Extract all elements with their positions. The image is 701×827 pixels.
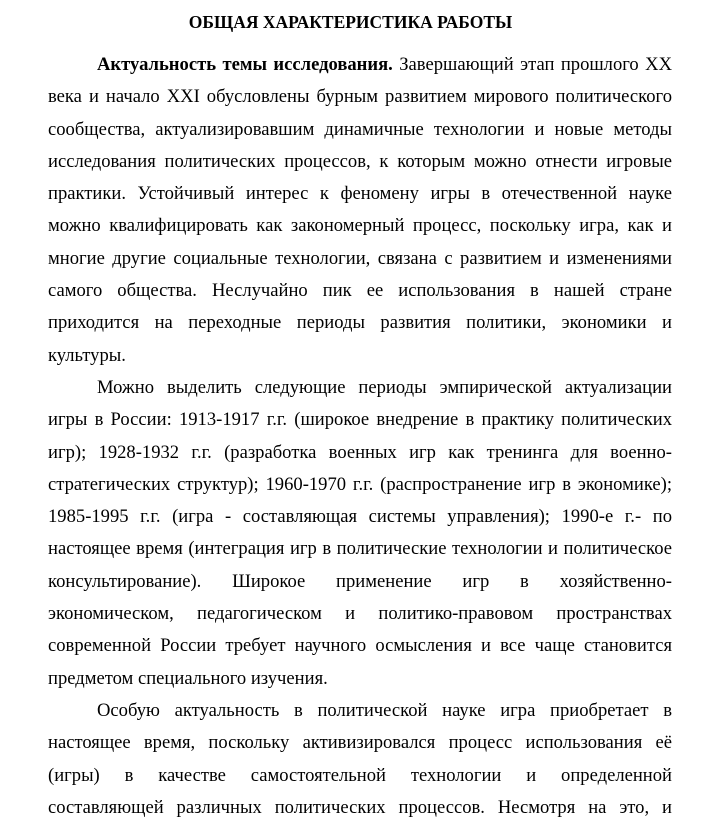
line-text: многие другие социальные технологии, связана с развитием и изменениями (48, 247, 672, 269)
text-line (48, 598, 672, 630)
text-line (48, 210, 672, 242)
text-line (48, 275, 672, 307)
text-line (48, 146, 672, 178)
paragraph (48, 49, 672, 372)
line-text: Можно выделить следующие периоды эмпирической актуализации (97, 376, 672, 398)
line-text: практики. Устойчивый интерес к феномену игры в отечественной науке (48, 183, 672, 205)
line-text: стратегических структур); 1960-1970 г.г. (распространение игр в экономике); (48, 473, 672, 495)
line-text: можно квалифицировать как закономерный процесс, поскольку игра, как и (48, 215, 672, 237)
text-line (48, 114, 672, 146)
line-text: культуры. (48, 344, 126, 366)
text-line (48, 533, 672, 565)
text-line (48, 178, 672, 210)
line-text: самого общества. Неслучайно пик ее использования в нашей стране (48, 280, 672, 302)
text-line (48, 340, 672, 372)
text-line (48, 243, 672, 275)
text-line (48, 469, 672, 501)
line-text: настоящее время (интеграция игр в политические технологии и политическое (48, 538, 672, 560)
line-text: игр); 1928-1932 г.г. (разработка военных игр как тренинга для военно- (48, 441, 672, 463)
text-line (48, 566, 672, 598)
line-text: 1985-1995 г.г. (игра - составляющая системы управления); 1990-е г.- по (48, 506, 672, 528)
text-line (48, 792, 672, 824)
line-text: (игры) в качестве самостоятельной технологии и определенной (48, 764, 672, 786)
line-text: консультирование). Широкое применение игр в хозяйственно- (48, 570, 672, 592)
line-text: составляющей различных политических процессов. Несмотря на это, и (48, 796, 672, 818)
text-line (48, 404, 672, 436)
line-text: современной России требует научного осмысления и все чаще становится (48, 635, 672, 657)
text-line (48, 307, 672, 339)
text-line (48, 372, 672, 404)
text-line (48, 630, 672, 662)
text-line (48, 663, 672, 695)
line-text: сообщества, актуализировавшим динамичные технологии и новые методы (48, 118, 672, 140)
line-text: исследования политических процессов, к которым можно отнести игровые (48, 150, 672, 172)
text-line (48, 760, 672, 792)
line-text: экономическом, педагогическом и политико-правовом пространствах (48, 603, 672, 625)
line-text: игры в России: 1913-1917 г.г. (широкое внедрение в практику политических (48, 409, 672, 431)
line-text: приходится на переходные периоды развития политики, экономики и (48, 312, 672, 334)
line-text: века и начало XXI обусловлены бурным развитием мирового политического (48, 86, 672, 108)
lead-heading: Актуальность темы исследования. (97, 54, 393, 75)
text-line (48, 49, 672, 81)
paragraph (48, 695, 672, 824)
line-text: Завершающий этап прошлого XX (392, 54, 672, 75)
line-text: Особую актуальность в политической науке игра приобретает в (97, 699, 672, 721)
paragraph (48, 372, 672, 695)
section-title: ОБЩАЯ ХАРАКТЕРИСТИКА РАБОТЫ (188, 12, 513, 32)
text-line (48, 695, 672, 727)
text-line (48, 501, 672, 533)
line-text: предметом специального изучения. (48, 667, 328, 689)
text-line (48, 81, 672, 113)
text-line (48, 437, 672, 469)
line-text: настоящее время, поскольку активизировался процесс использования её (48, 732, 672, 754)
document-body (48, 49, 672, 824)
text-line (48, 727, 672, 759)
